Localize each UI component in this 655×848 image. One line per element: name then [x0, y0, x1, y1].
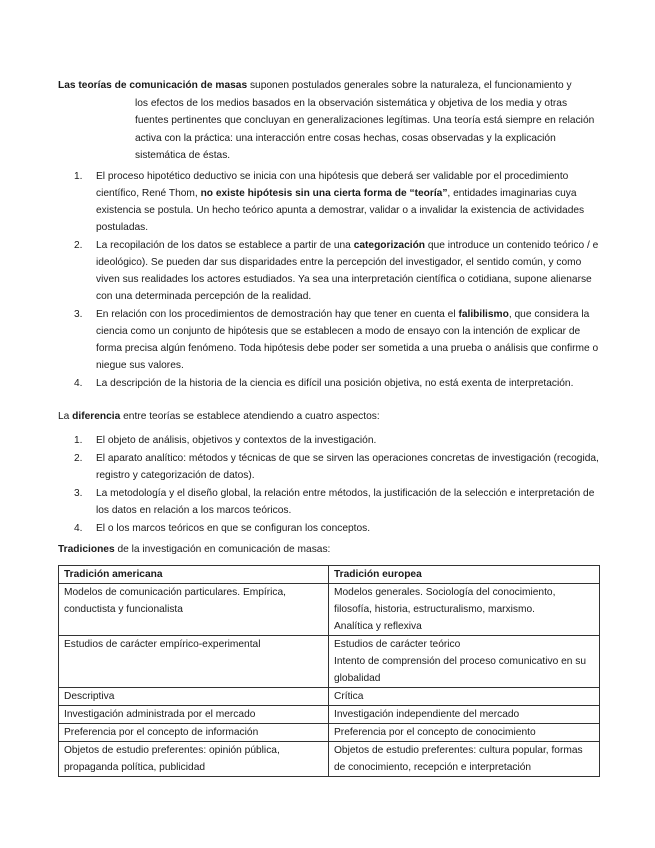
cell-text: Crítica	[334, 691, 364, 702]
heading-pre: La	[58, 411, 73, 422]
intro-lead: Las teorías de comunicación de masas	[58, 80, 248, 91]
list-bold: falibilismo	[458, 309, 509, 320]
list-item	[74, 306, 602, 374]
table-cell	[59, 724, 329, 742]
table-cell	[329, 724, 600, 742]
traditions-table	[58, 565, 600, 777]
list-text: En relación con los procedimientos de demostración hay que tener en cuenta el	[96, 309, 459, 320]
cell-text: Descriptiva	[64, 691, 115, 702]
table-row	[59, 742, 600, 777]
cell-text: Preferencia por el concepto de información	[64, 727, 259, 738]
table-row	[59, 706, 600, 724]
list-item	[74, 168, 602, 236]
cell-text: Investigación administrada por el mercado	[64, 709, 256, 720]
cell-text: Objetos de estudio preferentes: opinión pública, propaganda política, publicidad	[64, 745, 280, 773]
table-header-row	[59, 566, 600, 584]
table-cell	[59, 688, 329, 706]
aspects-list	[74, 432, 602, 538]
table-cell	[329, 688, 600, 706]
list-text-post: que introduce un contenido teórico / e ideológico). Se pueden dar sus disparidades entre la percepción del investigador, el sentido común, y como viven sus realidades los actores estudiados. Ya sea una interpretación científica o cotidiana, supone alienarse con una determinada percepción de la realidad.	[96, 240, 599, 302]
list-text-post: , que considera la ciencia como un conjunto de hipótesis que se establecen a modo de ensayo con la intención de explicar de forma precisa algún fenómeno. Toda hipótesis debe poder ser sometida a una prueba o análisis que confirme o niegue sus valores.	[96, 309, 599, 371]
list-text: El objeto de análisis, objetivos y contextos de la investigación.	[96, 435, 377, 446]
list-text: La descripción de la historia de la ciencia es difícil una posición objetiva, no está exenta de interpretación.	[96, 378, 574, 389]
heading-post: de la investigación en comunicación de masas:	[114, 544, 331, 555]
intro-text: suponen postulados generales sobre la naturaleza, el funcionamiento y	[247, 80, 572, 91]
cell-text: Objetos de estudio preferentes: cultura popular, formas de conocimiento, recepción e interpretación	[334, 745, 583, 773]
list-number: 2.	[74, 453, 83, 464]
cell-text: Estudios de carácter empírico-experimental	[64, 639, 261, 650]
heading-post: entre teorías se establece atendiendo a cuatro aspectos:	[120, 411, 380, 422]
differences-heading	[58, 408, 380, 425]
intro-continuation: los efectos de los medios basados en la observación sistemática y objetiva de los media y otras fuentes pertinentes que concluyan en generalizaciones legítimas. Una teoría está siempre en relación activa con la práctica: una interacción entre cosas hechas, cosas observadas y la explicación sistemática de éstas.	[135, 97, 595, 161]
traditions-heading	[58, 541, 330, 558]
table-row	[59, 636, 600, 688]
list-item	[74, 520, 602, 537]
list-number: 2.	[74, 240, 83, 251]
list-item	[74, 432, 602, 449]
list-text: El aparato analítico: métodos y técnicas de que se sirven las operaciones concretas de investigación (recogida, registro y categorización de datos).	[96, 453, 599, 481]
heading-bold: diferencia	[72, 411, 121, 422]
header-american: Tradición americana	[59, 566, 329, 584]
cell-text: Intento de comprensión del proceso comunicativo en su globalidad	[334, 656, 587, 684]
list-text: La recopilación de los datos se establece a partir de una	[96, 240, 354, 251]
list-number: 4.	[74, 523, 83, 534]
cell-text: Modelos de comunicación particulares. Empírica, conductista y funcionalista	[64, 587, 286, 615]
table-cell	[59, 584, 329, 636]
hypothesis-list	[74, 168, 602, 393]
cell-text: Preferencia por el concepto de conocimiento	[334, 727, 536, 738]
cell-text: Investigación independiente del mercado	[334, 709, 520, 720]
list-number: 3.	[74, 309, 83, 320]
heading-bold: Tradiciones	[58, 544, 115, 555]
list-item	[74, 450, 602, 484]
list-text: La metodología y el diseño global, la relación entre métodos, la justificación de la selección e interpretación de los datos en relación a los marcos teóricos.	[96, 488, 595, 516]
table-row	[59, 688, 600, 706]
table-cell	[59, 636, 329, 688]
table-row	[59, 724, 600, 742]
cell-text: Modelos generales. Sociología del conocimiento, filosofía, historia, estructuralismo, marxismo.	[334, 587, 556, 615]
table-cell	[59, 742, 329, 777]
table-cell	[329, 706, 600, 724]
list-number: 1.	[74, 171, 83, 182]
table-cell	[329, 636, 600, 688]
list-number: 4.	[74, 378, 83, 389]
list-number: 1.	[74, 435, 83, 446]
list-number: 3.	[74, 488, 83, 499]
cell-text: Estudios de carácter teórico	[334, 639, 461, 650]
list-item	[74, 375, 602, 392]
table-cell	[59, 706, 329, 724]
table-row	[59, 584, 600, 636]
list-bold: categorización	[353, 240, 426, 251]
list-item	[74, 237, 602, 305]
list-text: El o los marcos teóricos en que se configuran los conceptos.	[96, 523, 371, 534]
list-item	[74, 485, 602, 519]
table-cell	[329, 742, 600, 777]
list-bold: no existe hipótesis sin una cierta forma de “teoría”	[200, 188, 448, 199]
header-european: Tradición europea	[329, 566, 600, 584]
table-cell	[329, 584, 600, 636]
list-text-post: , entidades imaginarias cuya existencia se postula. Un hecho teórico apunta a demostrar, validar o a invalidar la existencia de actividades postuladas.	[96, 188, 585, 233]
list-text: El proceso hipotético deductivo se inicia con una hipótesis que deberá ser validable por el procedimiento científico, René Thom,	[96, 171, 569, 199]
intro-paragraph	[58, 77, 598, 165]
cell-text: Analítica y reflexiva	[334, 621, 422, 632]
